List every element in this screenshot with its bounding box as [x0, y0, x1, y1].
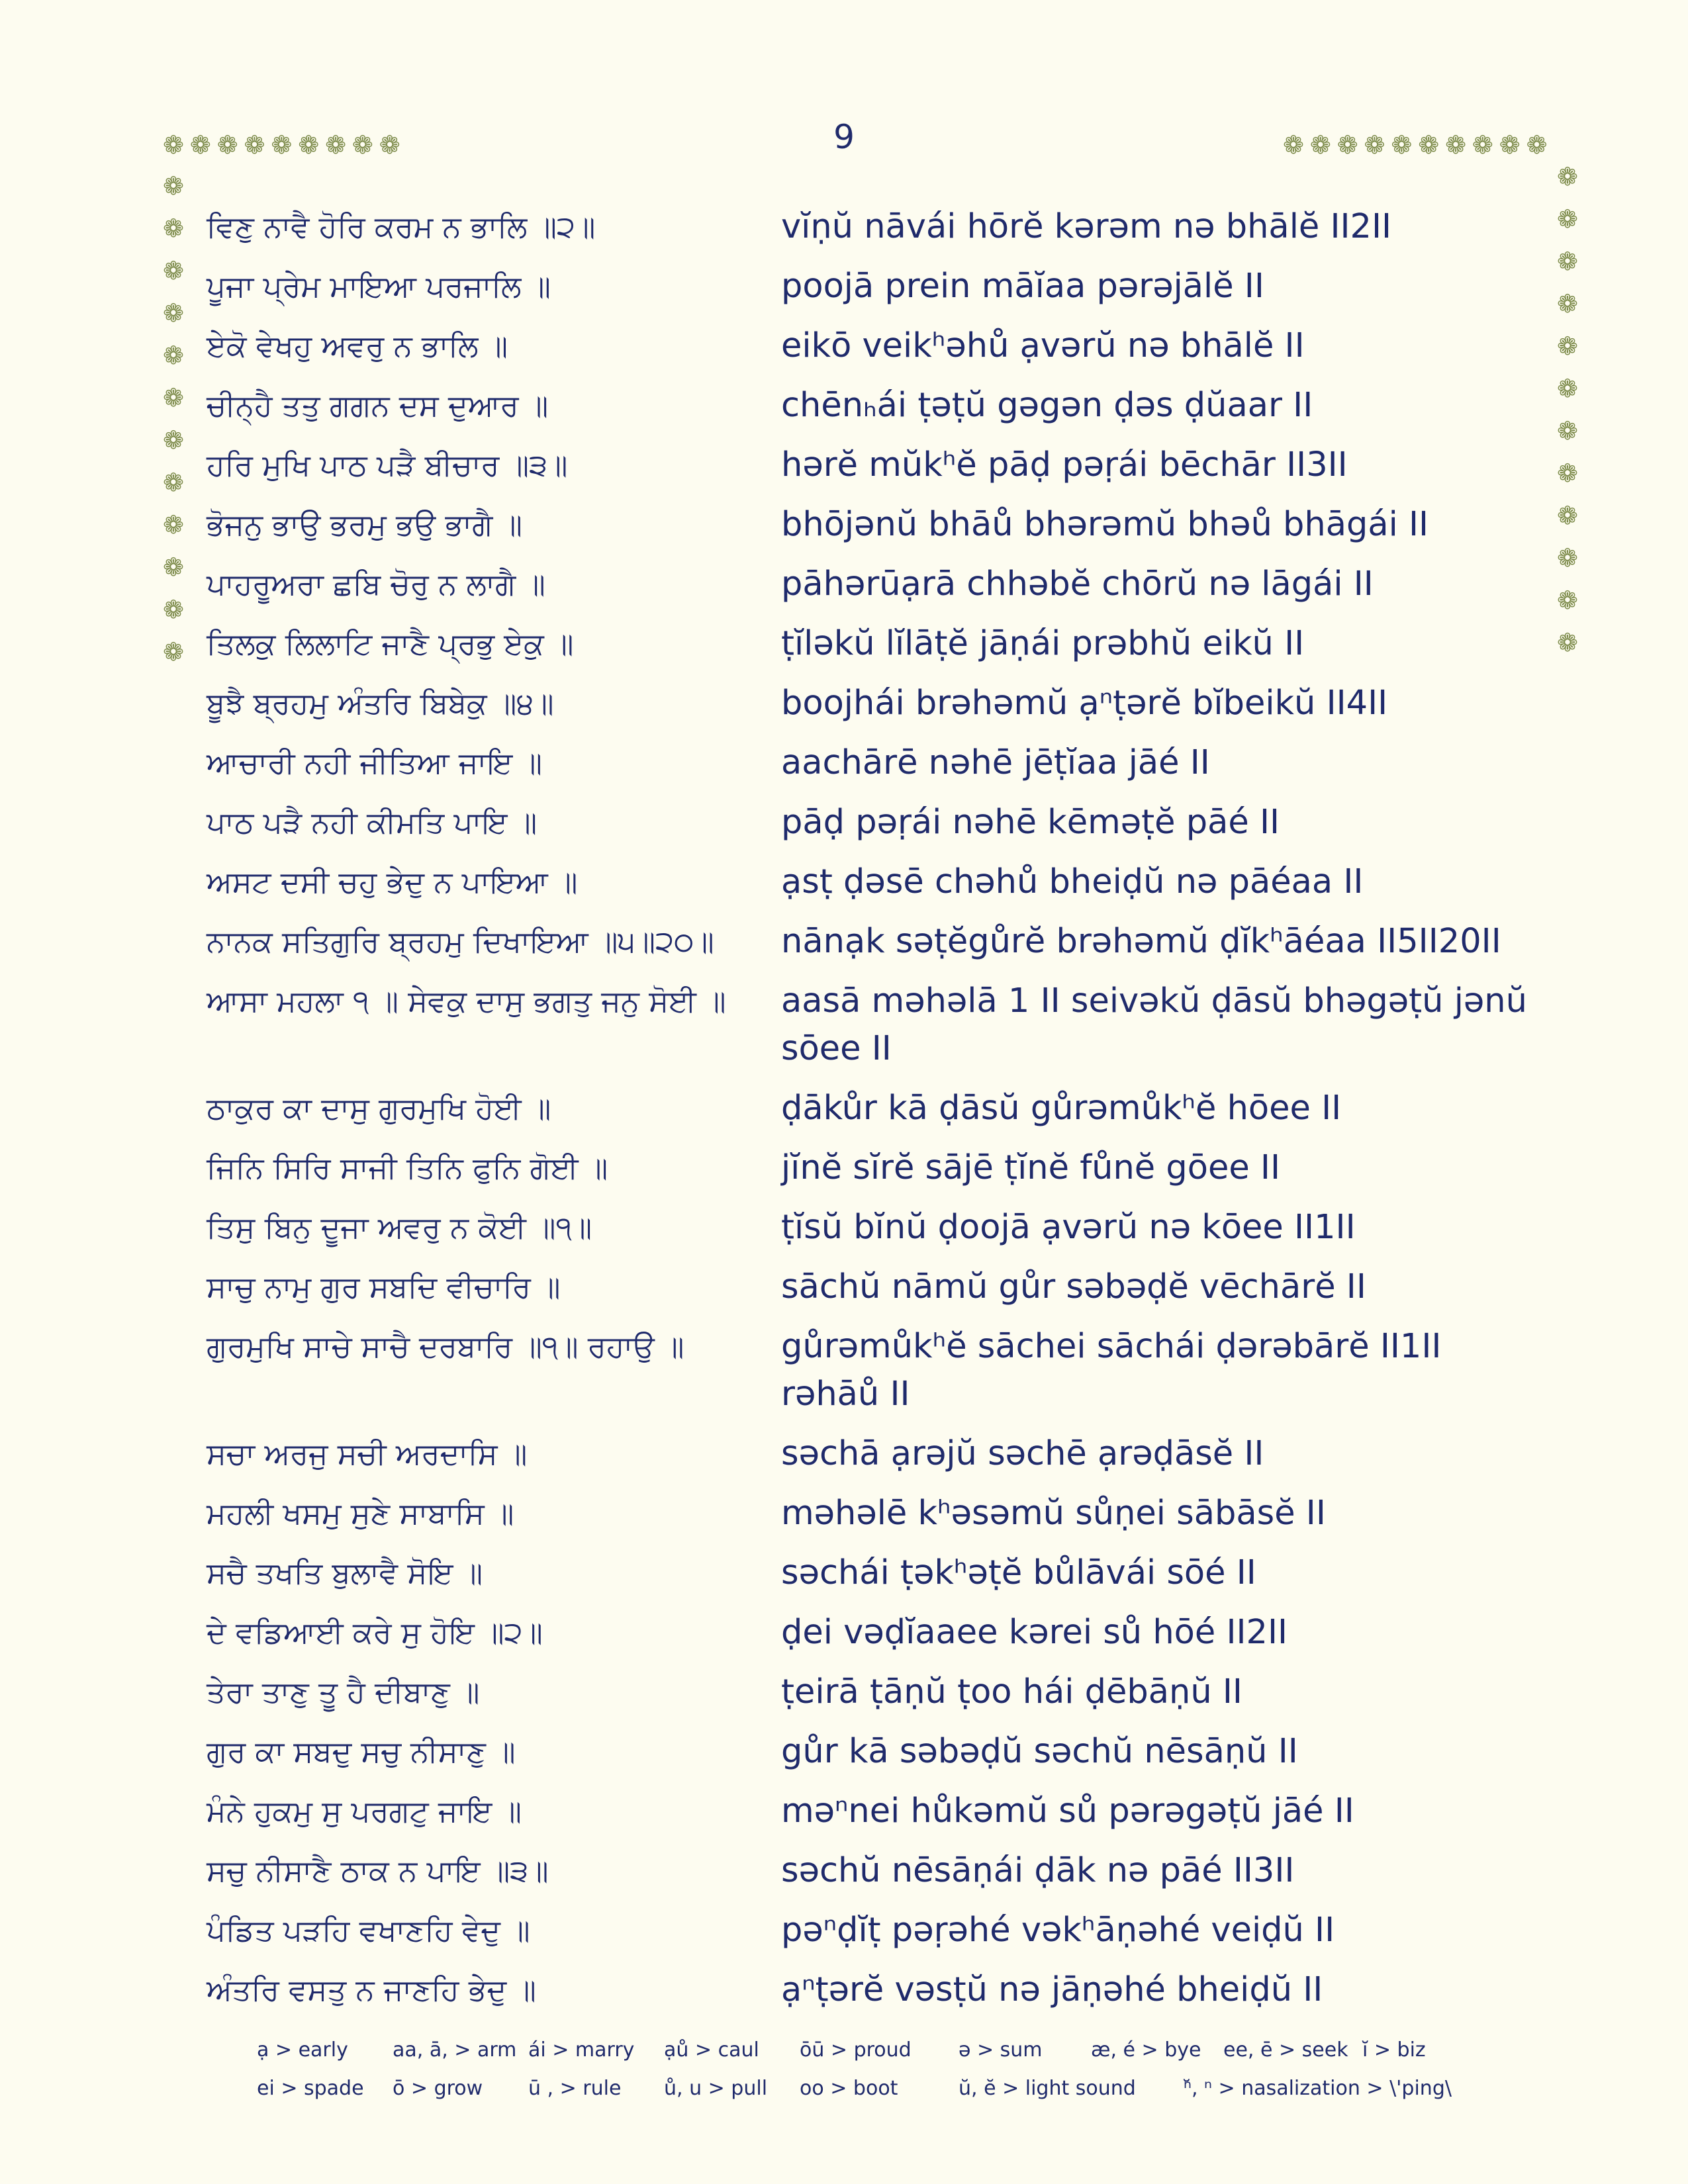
legend-row	[257, 2069, 1515, 2107]
flower-ornament-icon: ❁	[244, 130, 265, 159]
gurmukhi-text: ਏਕੋ ਵੇਖਹੁ ਅਵਰੁ ਨ ਭਾਲਿ ॥	[207, 328, 508, 363]
transliteration-text: sāchŭ nāmŭ gůr səbəḍĕ vēchārĕ II	[781, 1267, 1366, 1306]
flower-ornament-icon: ❁	[1336, 130, 1358, 159]
verse-line	[0, 316, 1688, 376]
gurmukhi-text: ਪਾਠ ਪੜੈ ਨਹੀ ਕੀਮਤਿ ਪਾਇ ॥	[207, 805, 538, 840]
verse-line	[0, 1722, 1688, 1782]
verse-line	[0, 1960, 1688, 2020]
gurmukhi-text: ਭੋਜਨੁ ਭਾਉ ਭਰਮੁ ਭਉ ਭਾਗੈ ॥	[207, 507, 522, 542]
transliteration-text: gůr kā səbəḍŭ səchŭ nēsāṇŭ II	[781, 1732, 1298, 1771]
verse-line	[0, 1138, 1688, 1198]
flower-ornament-icon: ❁	[1557, 628, 1578, 657]
verse-line	[0, 1484, 1688, 1543]
legend-item: ū , > rule	[528, 2076, 622, 2100]
transliteration-text: aachārē nəhē jēṭĭaa jāé II	[781, 743, 1210, 782]
verse-line	[0, 1257, 1688, 1317]
page-number: 9	[833, 118, 855, 156]
gurmukhi-text: ਹਰਿ ਮੁਖਿ ਪਾਠ ਪੜੈ ਬੀਚਾਰ ॥੩॥	[207, 447, 568, 482]
flower-ornament-icon: ❁	[1557, 205, 1578, 234]
transliteration-text: vĭṇŭ nāvái hōrĕ kərəm nə bhālĕ II2II	[781, 207, 1392, 246]
gurmukhi-text: ਨਾਨਕ ਸਤਿਗੁਰਿ ਬ੍ਰਹਮੁ ਦਿਖਾਇਆ ॥੫॥੨੦॥	[207, 924, 714, 959]
gurmukhi-text: ਅੰਤਰਿ ਵਸਤੁ ਨ ਜਾਣਹਿ ਭੇਦੁ ॥	[207, 1972, 536, 2007]
flower-ornament-icon: ❁	[1499, 130, 1521, 159]
verse-line	[0, 435, 1688, 495]
transliteration-text: ṭĭləkŭ lĭlāṭĕ jāṇái prəbhŭ eikŭ II	[781, 624, 1305, 663]
flower-ornament-icon: ❁	[163, 510, 184, 539]
verse-line	[0, 376, 1688, 435]
flower-ornament-icon: ❁	[163, 383, 184, 412]
transliteration-text: səchái ṭəkʰəṭĕ bůlāvái sōé II	[781, 1553, 1256, 1592]
transliteration-text: ṭeirā ṭāṇŭ ṭoo hái ḍēbāṇŭ II	[781, 1672, 1243, 1711]
flower-ornament-icon: ❁	[1557, 374, 1578, 403]
flower-ornament-icon: ❁	[1557, 247, 1578, 276]
gurmukhi-text: ਤਿਲਕੁ ਲਿਲਾਟਿ ਜਾਣੈ ਪ੍ਰਭੁ ਏਕੁ ॥	[207, 626, 574, 661]
flower-ornament-icon: ❁	[189, 130, 211, 159]
flower-ornament-icon: ❁	[1283, 130, 1304, 159]
legend-item: ⁿ̆, ⁿ > nasalization > \'ping\	[1184, 2076, 1452, 2100]
flower-ornament-icon: ❁	[325, 130, 346, 159]
transliteration-text: eikō veikʰəhů ạvərŭ nə bhālĕ II	[781, 326, 1305, 365]
flower-ornament-icon: ❁	[163, 553, 184, 582]
flower-ornament-icon: ❁	[1557, 162, 1578, 191]
legend-item: æ, é > bye	[1091, 2038, 1201, 2062]
verse-line	[0, 852, 1688, 912]
gurmukhi-text: ਮਹਲੀ ਖਸਮੁ ਸੁਣੇ ਸਾਬਾਸਿ ॥	[207, 1496, 514, 1531]
legend-item: ů, u > pull	[664, 2076, 768, 2100]
verse-line	[0, 1841, 1688, 1901]
transliteration-text: hərĕ mŭkʰĕ pāḍ pəṛái bēchār II3II	[781, 445, 1348, 484]
transliteration-text: ạⁿṭərĕ vəsṭŭ nə jāṇəhé bheiḍŭ II	[781, 1970, 1323, 2009]
gurmukhi-text: ਮੰਨੇ ਹੁਕਮੁ ਸੁ ਪਰਗਟੁ ਜਾਇ ॥	[207, 1794, 522, 1829]
flower-ornament-icon: ❁	[352, 130, 373, 159]
flower-ornament-icon: ❁	[1472, 130, 1493, 159]
legend-item: ŭ, ĕ > light sound	[959, 2076, 1136, 2100]
flower-ornament-icon: ❁	[1557, 501, 1578, 530]
gurmukhi-text: ਵਿਣੁ ਨਾਵੈ ਹੋਰਿ ਕਰਮ ਨ ਭਾਲਿ ॥੨॥	[207, 209, 596, 244]
legend-item: ō > grow	[393, 2076, 483, 2100]
transliteration-text: boojhái brəhəmŭ ạⁿṭərĕ bĭbeikŭ II4II	[781, 684, 1388, 723]
gurmukhi-text: ਬੂਝੈ ਬ੍ਰਹਮੁ ਅੰਤਰਿ ਬਿਬੇਕੁ ॥੪॥	[207, 686, 554, 721]
verse-line	[0, 257, 1688, 316]
legend-item: aa, ā, > arm	[393, 2038, 517, 2062]
legend-item: ei > spade	[257, 2076, 364, 2100]
flower-ornament-icon: ❁	[163, 130, 184, 159]
gurmukhi-text: ਆਸਾ ਮਹਲਾ ੧ ॥ ਸੇਵਕੁ ਦਾਸੁ ਭਗਤੁ ਜਨੁ ਸੋਈ ॥	[207, 983, 726, 1019]
legend-item: ə > sum	[959, 2038, 1043, 2062]
flower-ornament-icon: ❁	[1445, 130, 1466, 159]
transliteration-text: pāhərūạrā chhəbĕ chōrŭ nə lāgái II	[781, 565, 1374, 604]
gurmukhi-text: ਪਾਹਰੂਅਰਾ ਛਬਿ ਚੋਰੁ ਨ ਲਾਗੈ ॥	[207, 567, 545, 602]
transliteration-text: məhəlē kʰəsəmŭ sůṇei sābāsĕ II	[781, 1494, 1326, 1533]
flower-ornament-icon: ❁	[298, 130, 320, 159]
flower-ornament-icon: ❁	[1557, 289, 1578, 318]
transliteration-text: ḍei vəḍĭaaee kərei sů hōé II2II	[781, 1613, 1288, 1652]
legend-item: ạů > caul	[664, 2038, 759, 2062]
flower-ornament-icon: ❁	[216, 130, 238, 159]
transliteration-text: səchŭ nēsāṇái ḍāk nə pāé II3II	[781, 1851, 1295, 1890]
transliteration-text: bhōjənŭ bhāů bhərəmŭ bhəů bhāgái II	[781, 505, 1429, 544]
gurmukhi-text: ਦੇ ਵਡਿਆਈ ਕਰੇ ਸੁ ਹੋਇ ॥੨॥	[207, 1615, 543, 1650]
gurmukhi-text: ਸਚੈ ਤਖਤਿ ਬੁਲਾਵੈ ਸੋਇ ॥	[207, 1555, 483, 1590]
ornament-top-right	[1283, 132, 1547, 158]
flower-ornament-icon: ❁	[1364, 130, 1385, 159]
flower-ornament-icon: ❁	[1526, 130, 1548, 159]
transliteration-text: chēnₕái ṭəṭŭ gəgən ḍəs ḍŭaar II	[781, 386, 1313, 425]
verse-line	[0, 1662, 1688, 1722]
transliteration-text: məⁿnei hůkəmŭ sů pərəgəṭŭ jāé II	[781, 1792, 1354, 1831]
verse-line	[0, 1079, 1688, 1138]
pronunciation-legend	[257, 2030, 1515, 2107]
verse-line	[0, 614, 1688, 674]
flower-ornament-icon: ❁	[163, 341, 184, 370]
gurmukhi-text: ਸਚਾ ਅਰਜੁ ਸਚੀ ਅਰਦਾਸਿ ॥	[207, 1436, 528, 1471]
flower-ornament-icon: ❁	[163, 298, 184, 328]
verse-line	[0, 972, 1688, 1079]
legend-item: ōū > proud	[800, 2038, 912, 2062]
flower-ornament-icon: ❁	[1557, 543, 1578, 572]
transliteration-text: ṭĭsŭ bĭnŭ ḍoojā ạvərŭ nə kōee II1II	[781, 1208, 1356, 1247]
verse-line	[0, 1603, 1688, 1662]
verse-line	[0, 1317, 1688, 1424]
flower-ornament-icon: ❁	[1391, 130, 1413, 159]
gurmukhi-text: ਠਾਕੁਰ ਕਾ ਦਾਸੁ ਗੁਰਮੁਖਿ ਹੋਈ ॥	[207, 1091, 551, 1126]
verse-line	[0, 197, 1688, 257]
gurmukhi-text: ਗੁਰਮੁਖਿ ਸਾਚੇ ਸਾਚੈ ਦਰਬਾਰਿ ॥੧॥ ਰਹਾਉ ॥	[207, 1329, 684, 1364]
verse-line	[0, 1424, 1688, 1484]
flower-ornament-icon: ❁	[379, 130, 400, 159]
transliteration-text: ḍākůr kā ḍāsŭ gůrəmůkʰĕ hōee II	[781, 1089, 1342, 1128]
flower-ornament-icon: ❁	[1557, 459, 1578, 488]
flower-ornament-icon: ❁	[163, 468, 184, 497]
flower-ornament-icon: ❁	[1418, 130, 1440, 159]
transliteration-text: pāḍ pəṛái nəhē kēməṭĕ pāé II	[781, 803, 1280, 842]
verse-line	[0, 555, 1688, 614]
gurmukhi-text: ਗੁਰ ਕਾ ਸਬਦੁ ਸਚੁ ਨੀਸਾਣੁ ॥	[207, 1734, 516, 1769]
flower-ornament-icon: ❁	[1309, 130, 1331, 159]
gurmukhi-text: ਪੂਜਾ ਪ੍ਰੇਮ ਮਾਇਆ ਪਰਜਾਲਿ ॥	[207, 269, 551, 304]
transliteration-text: nānạk səṭĕgůrĕ brəhəmŭ ḍĭkʰāéaa II5II20II	[781, 922, 1501, 961]
verse-line	[0, 1198, 1688, 1257]
transliteration-text: poojā prein māĭaa pərəjālĕ II	[781, 267, 1264, 306]
gurmukhi-text: ਜਿਨਿ ਸਿਰਿ ਸਾਜੀ ਤਿਨਿ ਫੁਨਿ ਗੋਈ ॥	[207, 1150, 608, 1185]
gurmukhi-text: ਪੰਡਿਤ ਪੜਹਿ ਵਖਾਣਹਿ ਵੇਦੁ ॥	[207, 1913, 530, 1948]
legend-item: ĭ > biz	[1362, 2038, 1426, 2062]
flower-ornament-icon: ❁	[163, 256, 184, 285]
gurmukhi-text: ਸਾਚੁ ਨਾਮੁ ਗੁਰ ਸਬਦਿ ਵੀਚਾਰਿ ॥	[207, 1269, 561, 1304]
ornament-top-left	[163, 132, 400, 158]
transliteration-text: aasā məhəlā 1 II seivəkŭ ḍāsŭ bhəgəṭŭ jənŭ sōee II	[781, 981, 1527, 1068]
verse-line	[0, 495, 1688, 555]
verse-line	[0, 1782, 1688, 1841]
flower-ornament-icon: ❁	[1557, 416, 1578, 445]
gurmukhi-text: ਤਿਸੁ ਬਿਨੁ ਦੂਜਾ ਅਵਰੁ ਨ ਕੋਈ ॥੧॥	[207, 1210, 592, 1245]
transliteration-text: səchā ạrəjŭ səchē ạrəḍāsĕ II	[781, 1434, 1264, 1473]
transliteration-text: gůrəmůkʰĕ sāchei sāchái ḍərəbārĕ II1II rəhāů II	[781, 1327, 1442, 1414]
gurmukhi-text: ਅਸਟ ਦਸੀ ਚਹੁ ਭੇਦੁ ਨ ਪਾਇਆ ॥	[207, 864, 578, 899]
verse-line	[0, 1901, 1688, 1960]
verse-line	[0, 912, 1688, 972]
gurmukhi-text: ਤੇਰਾ ਤਾਣੁ ਤੂ ਹੈ ਦੀਬਾਣੁ ॥	[207, 1674, 480, 1709]
verse-line	[0, 1543, 1688, 1603]
flower-ornament-icon: ❁	[271, 130, 293, 159]
legend-item: ái > marry	[528, 2038, 635, 2062]
flower-ornament-icon: ❁	[163, 637, 184, 666]
gurmukhi-text: ਚੀਨ੍ਹੈ ਤਤੁ ਗਗਨ ਦਸ ਦੁਆਰ ॥	[207, 388, 549, 423]
verse-list	[0, 197, 1688, 2020]
verse-line	[0, 674, 1688, 733]
verse-line	[0, 793, 1688, 852]
flower-ornament-icon: ❁	[163, 171, 184, 201]
transliteration-text: ạsṭ ḍəsē chəhů bheiḍŭ nə pāéaa II	[781, 862, 1364, 901]
transliteration-text: jĭnĕ sĭrĕ sājē ṭĭnĕ fůnĕ gōee II	[781, 1148, 1281, 1187]
transliteration-text: pəⁿḍĭṭ pəṛəhé vəkʰāṇəhé veiḍŭ II	[781, 1911, 1335, 1950]
gurmukhi-text: ਸਚੁ ਨੀਸਾਣੈ ਠਾਕ ਨ ਪਾਇ ॥੩॥	[207, 1853, 549, 1888]
flower-ornament-icon: ❁	[163, 426, 184, 455]
flower-ornament-icon: ❁	[163, 595, 184, 624]
flower-ornament-icon: ❁	[163, 214, 184, 243]
flower-ornament-icon: ❁	[1557, 586, 1578, 615]
gurmukhi-text: ਆਚਾਰੀ ਨਹੀ ਜੀਤਿਆ ਜਾਇ ॥	[207, 745, 542, 780]
legend-item: ee, ē > seek	[1223, 2038, 1348, 2062]
legend-item: ạ > early	[257, 2038, 348, 2062]
verse-line	[0, 733, 1688, 793]
legend-row	[257, 2030, 1515, 2069]
legend-item: oo > boot	[800, 2076, 898, 2100]
flower-ornament-icon: ❁	[1557, 332, 1578, 361]
